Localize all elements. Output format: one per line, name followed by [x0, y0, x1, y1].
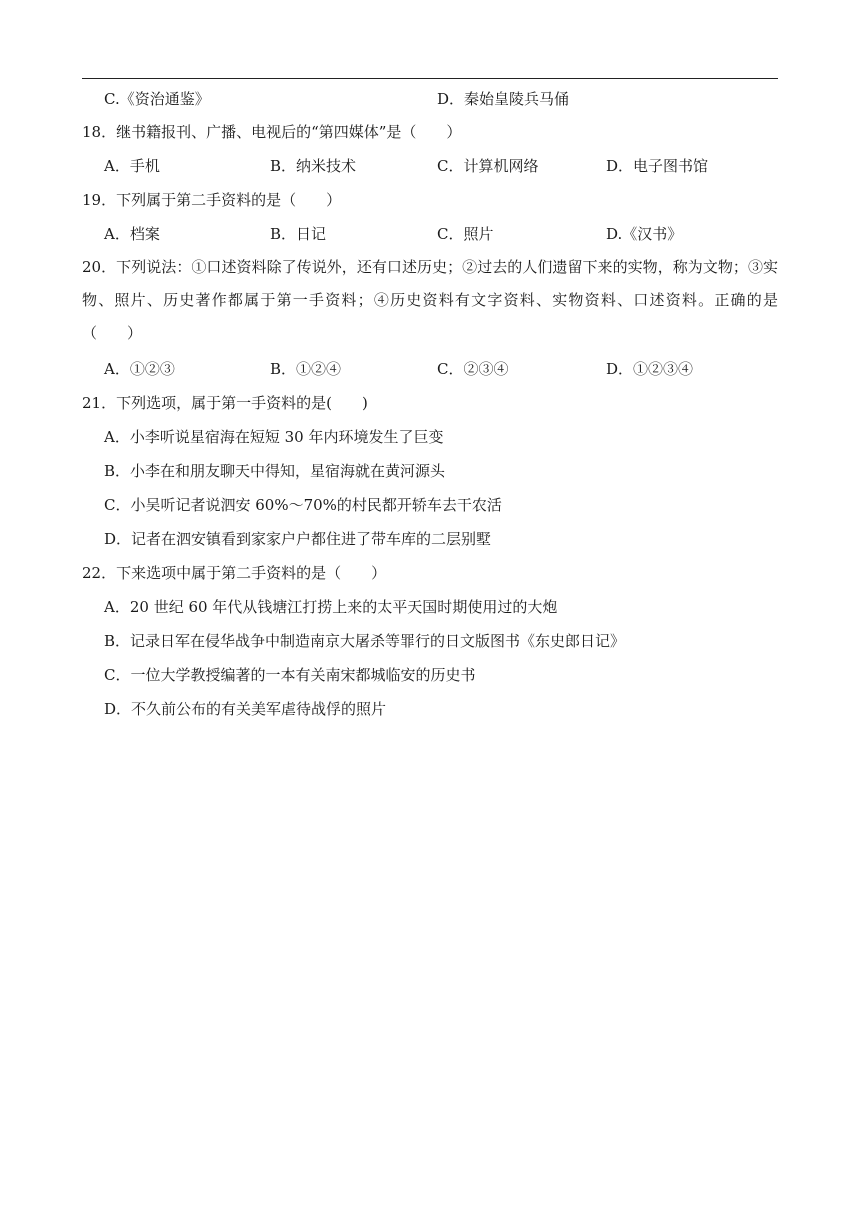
question-18-option-c: C．计算机网络 — [437, 157, 539, 175]
question-22-option-b: B．记录日军在侵华战争中制造南京大屠杀等罪行的日文版图书《东史郎日记》 — [104, 632, 626, 650]
question-19-option-c: C．照片 — [437, 225, 494, 243]
question-18-stem: 18．继书籍报刊、广播、电视后的“第四媒体”是（ ） — [82, 123, 462, 141]
question-21-option-a: A．小李听说星宿海在短短 30 年内环境发生了巨变 — [104, 428, 444, 446]
question-22-stem: 22．下来选项中属于第二手资料的是（ ） — [82, 564, 387, 582]
prev-option-c: C.《资治通鉴》 — [104, 90, 210, 108]
question-19-option-b: B．日记 — [270, 225, 327, 243]
question-20-option-b: B．①②④ — [270, 360, 342, 378]
question-22-option-d: D．不久前公布的有关美军虐待战俘的照片 — [104, 700, 387, 718]
question-19-stem: 19．下列属于第二手资料的是（ ） — [82, 191, 342, 209]
question-18-option-a: A．手机 — [104, 157, 160, 175]
question-20-option-a: A．①②③ — [104, 360, 175, 378]
question-22-option-a: A．20 世纪 60 年代从钱塘江打捞上来的太平天国时期使用过的大炮 — [104, 598, 558, 616]
question-22-option-c: C．一位大学教授编著的一本有关南宋都城临安的历史书 — [104, 666, 476, 684]
question-18-option-d: D．电子图书馆 — [606, 157, 709, 175]
question-21-option-c: C．小吴听记者说泗安 60%～70%的村民都开轿车去干农活 — [104, 496, 502, 514]
question-21-option-b: B．小李在和朋友聊天中得知，星宿海就在黄河源头 — [104, 462, 446, 480]
question-21-option-d: D．记者在泗安镇看到家家户户都住进了带车库的二层别墅 — [104, 530, 492, 548]
question-19-option-d: D.《汉书》 — [606, 225, 683, 243]
question-20-option-c: C．②③④ — [437, 360, 509, 378]
prev-option-d: D．秦始皇陵兵马俑 — [437, 90, 570, 108]
question-21-stem: 21．下列选项，属于第一手资料的是( ) — [82, 394, 368, 412]
question-20-option-d: D．①②③④ — [606, 360, 694, 378]
question-18-option-b: B．纳米技术 — [270, 157, 357, 175]
question-20-stem: 20．下列说法：①口述资料除了传说外，还有口述历史；②过去的人们遗留下来的实物，称为文物；③实物、照片、历史著作都属于第一手资料；④历史资料有文字资料、实物资料、口述资料。正确的是（ ） — [82, 258, 778, 342]
header-rule — [82, 78, 778, 79]
question-19-option-a: A．档案 — [104, 225, 160, 243]
